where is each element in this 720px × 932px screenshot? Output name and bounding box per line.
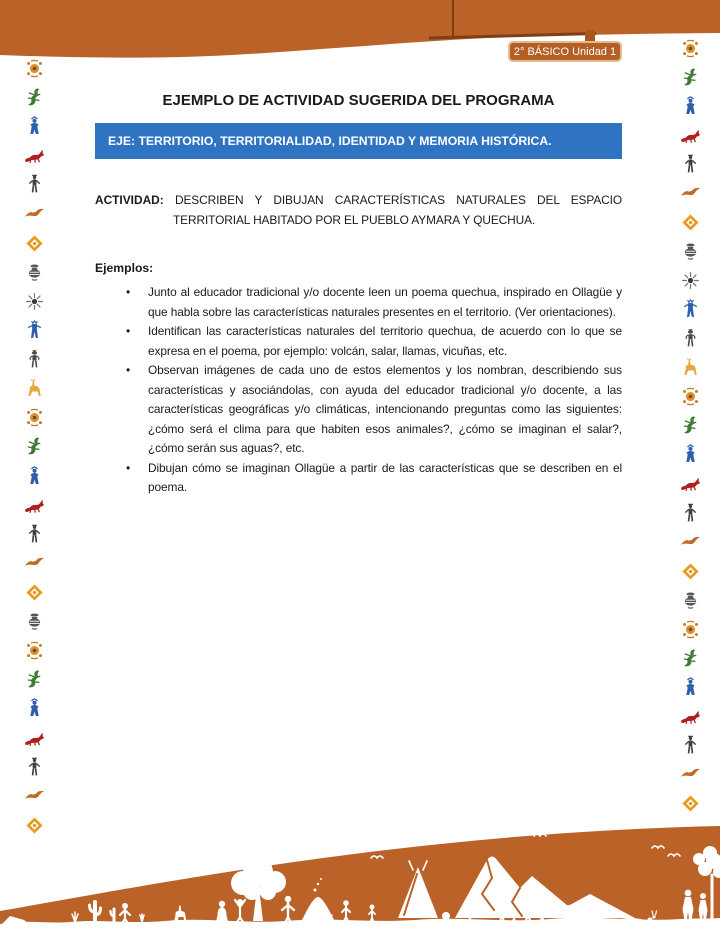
llama-icon [24,378,45,399]
fox-icon [680,473,701,494]
fox-icon [680,706,701,727]
lizard-icon [680,648,701,669]
lizard-icon [24,436,45,457]
person-icon [680,444,701,465]
list-item: • Identifican las características naturales del territorio quechua, de acuerdo con lo que se expresa en el poema, por ejemplo: volcán, salar, llamas, vicuñas, etc. [148,322,622,361]
diamond-icon [680,793,701,814]
pot-icon [24,262,45,283]
diamond-icon [680,561,701,582]
list-item: • Junto al educador tradicional y/o docente leen un poema quechua, inspirado en Ollagüe y que habla sobre las características naturales presentes en el territorio. (Ver orientaciones). [148,283,622,322]
unit-badge-label: 2° BÁSICO Unidad 1 [513,45,617,58]
right-decor-column [675,38,705,814]
fox-icon [24,495,45,516]
star-icon [680,270,701,291]
sun-icon [24,407,45,428]
condor-icon [680,532,701,553]
list-item: • Observan imágenes de cada uno de estos elementos y los nombran, describiendo sus características y asociándolas, con ayuda del educador tradicional y/o docente, a las características geográficas y/o climáticas, intencionando preguntas como las siguientes: ¿cómo será el clima para que habiten esos animales?, ¿cómo se imaginan el salar?, ¿cómo serán sus aguas?, etc. [148,361,622,459]
person-pot-icon [24,349,45,370]
lizard-icon [680,67,701,88]
activity-paragraph [95,191,622,230]
person-pot-icon [680,328,701,349]
condor-icon [24,553,45,574]
llama-person-icon [680,299,701,320]
star-icon [24,291,45,312]
fox-icon [24,145,45,166]
main-content [95,0,622,498]
diamond-icon [680,212,701,233]
human-icon [680,735,701,756]
person-icon [680,96,701,117]
diamond-icon [24,233,45,254]
person-icon [680,677,701,698]
condor-icon [24,204,45,225]
fox-icon [680,125,701,146]
sun-icon [24,640,45,661]
sun-icon [24,58,45,79]
llama-person-icon [24,320,45,341]
eje-banner [95,123,622,159]
fox-icon [24,728,45,749]
lizard-icon [24,87,45,108]
human-icon [24,524,45,545]
activity-text: DESCRIBEN Y DIBUJAN CARACTERÍSTICAS NATURALES DEL ESPACIO TERRITORIAL HABITADO POR EL PUEBLO AYMARA Y QUECHUA. [163,193,622,227]
condor-icon [24,786,45,807]
footer-landscape-art [0,820,720,932]
person-icon [24,116,45,137]
sun-icon [680,619,701,640]
examples-list [95,283,622,498]
human-icon [24,174,45,195]
diamond-icon [24,582,45,603]
llama-icon [680,357,701,378]
activity-label: ACTIVIDAD: [95,193,164,207]
left-decor-column [19,58,49,836]
human-icon [680,503,701,524]
list-item: • Dibujan cómo se imaginan Ollagüe a partir de las características que se describen en el poema. [148,459,622,498]
condor-icon [680,183,701,204]
lizard-icon [680,415,701,436]
eje-banner-label: EJE: TERRITORIO, TERRITORIALIDAD, IDENTIDAD Y MEMORIA HISTÓRICA. [108,134,552,148]
sun-icon [680,38,701,59]
pot-icon [680,241,701,262]
lizard-icon [24,669,45,690]
sun-icon [680,386,701,407]
human-icon [680,154,701,175]
page-title: EJEMPLO DE ACTIVIDAD SUGERIDA DEL PROGRAMA [162,92,555,109]
person-icon [24,698,45,719]
pot-icon [680,590,701,611]
pot-icon [24,611,45,632]
person-icon [24,466,45,487]
human-icon [24,757,45,778]
examples-heading: Ejemplos: [95,261,154,275]
condor-icon [680,764,701,785]
